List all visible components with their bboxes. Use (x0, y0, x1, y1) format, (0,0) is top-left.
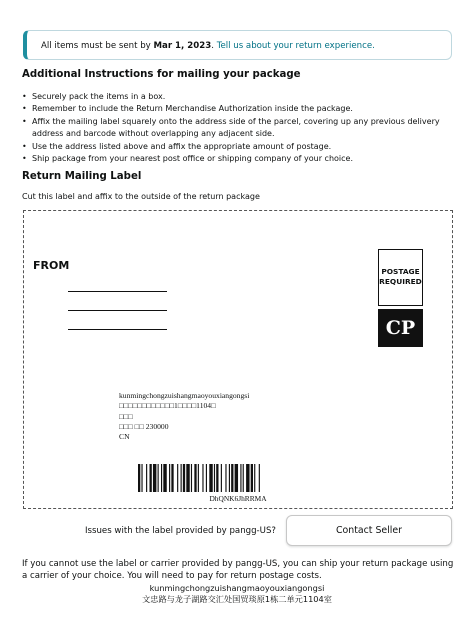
barcode-bar (209, 464, 212, 492)
barcode-bar (181, 464, 182, 492)
barcode-bar (191, 464, 192, 492)
barcode-bar (194, 464, 196, 492)
barcode-bar (231, 464, 233, 492)
barcode-bar (153, 464, 156, 492)
instruction-item: • Affix the mailing label squarely onto the address side of the parcel, covering up any previous delivery address and barcode without overlapping any adjacent side. (22, 116, 454, 141)
postage-text: REQUIRED (379, 276, 422, 286)
return-mailing-label (23, 210, 453, 509)
barcode-bar (141, 464, 142, 492)
barcode-bar (158, 464, 159, 492)
barcode-bar (138, 464, 140, 492)
barcode-text: DhQNK6JhRRMA (209, 494, 267, 503)
barcode-bar (150, 464, 152, 492)
instruction-item: • Ship package from your nearest post office or shipping company of your choice. (22, 153, 454, 165)
barcode-bar (214, 464, 215, 492)
instruction-item: • Use the address listed above and affix the appropriate amount of postage. (22, 141, 454, 153)
barcode-bar (246, 464, 249, 492)
from-address-line (68, 329, 167, 330)
instruction-item: • Remember to include the Return Merchandise Authorization inside the package. (22, 103, 454, 115)
notice-prefix: All items must be sent by (41, 41, 154, 51)
return-address (119, 391, 249, 442)
return-deadline-notice (23, 30, 452, 60)
barcode-bar (254, 464, 255, 492)
instruction-item: • Securely pack the items in a box. (22, 91, 454, 103)
barcode (138, 464, 338, 492)
address-line: CN (119, 432, 130, 442)
address-line: kunmingchongzuishangmaoyouxiangongsi (119, 391, 250, 400)
barcode-bar (235, 464, 238, 492)
seller-address-line: 文忠路与龙子湖路交汇处国贸琰原1栋二单元1104室 (142, 594, 332, 604)
barcode-bar (161, 464, 162, 492)
barcode-bar (206, 464, 207, 492)
barcode-bar (177, 464, 178, 492)
instructions-list (22, 91, 454, 165)
barcode-bar (163, 464, 166, 492)
barcode-bar (171, 464, 173, 492)
return-label-heading: Return Mailing Label (22, 171, 142, 182)
barcode-bar (240, 464, 241, 492)
seller-address-line: kunmingchongzuishangmaoyouxiangongsi (149, 583, 325, 593)
barcode-bar (169, 464, 170, 492)
return-experience-link[interactable]: Tell us about your return experience. (216, 41, 375, 51)
barcode-bar (216, 464, 218, 492)
from-label: FROM (33, 259, 70, 272)
barcode-bar (221, 464, 222, 492)
address-line: □□□□□□□□□□□□1□□□□1104□ (119, 401, 216, 411)
barcode-bar (225, 464, 226, 492)
label-issue-text: Issues with the label provided by pangg-US? (85, 526, 276, 536)
from-address-line (68, 310, 167, 311)
address-line: □□□ (119, 411, 133, 421)
barcode-bar (186, 464, 189, 492)
carrier-logo: CP (378, 309, 423, 347)
seller-address (0, 583, 474, 605)
address-line: □□□ □□ 230000 (119, 421, 169, 431)
notice-suffix: . (211, 41, 217, 51)
contact-seller-button[interactable]: Contact Seller (286, 515, 452, 546)
cut-instruction: Cut this label and affix to the outside of the return package (22, 192, 260, 201)
from-address-line (68, 291, 167, 292)
barcode-bar (146, 464, 147, 492)
barcode-bar (202, 464, 203, 492)
postage-required-box (378, 249, 423, 306)
instructions-heading: Additional Instructions for mailing your package (22, 69, 301, 80)
barcode-bar (183, 464, 185, 492)
barcode-bar (243, 464, 244, 492)
barcode-bar (229, 464, 230, 492)
postage-text: POSTAGE (381, 267, 420, 276)
barcode-bar (198, 464, 199, 492)
alternative-carrier-text: If you cannot use the label or carrier provided by pangg-US, you can ship your return package using a carrier of your choice. You will need to pay for return postage costs. (22, 559, 454, 581)
barcode-bar (251, 464, 253, 492)
notice-date: Mar 1, 2023 (153, 41, 212, 51)
barcode-bar (259, 464, 260, 492)
